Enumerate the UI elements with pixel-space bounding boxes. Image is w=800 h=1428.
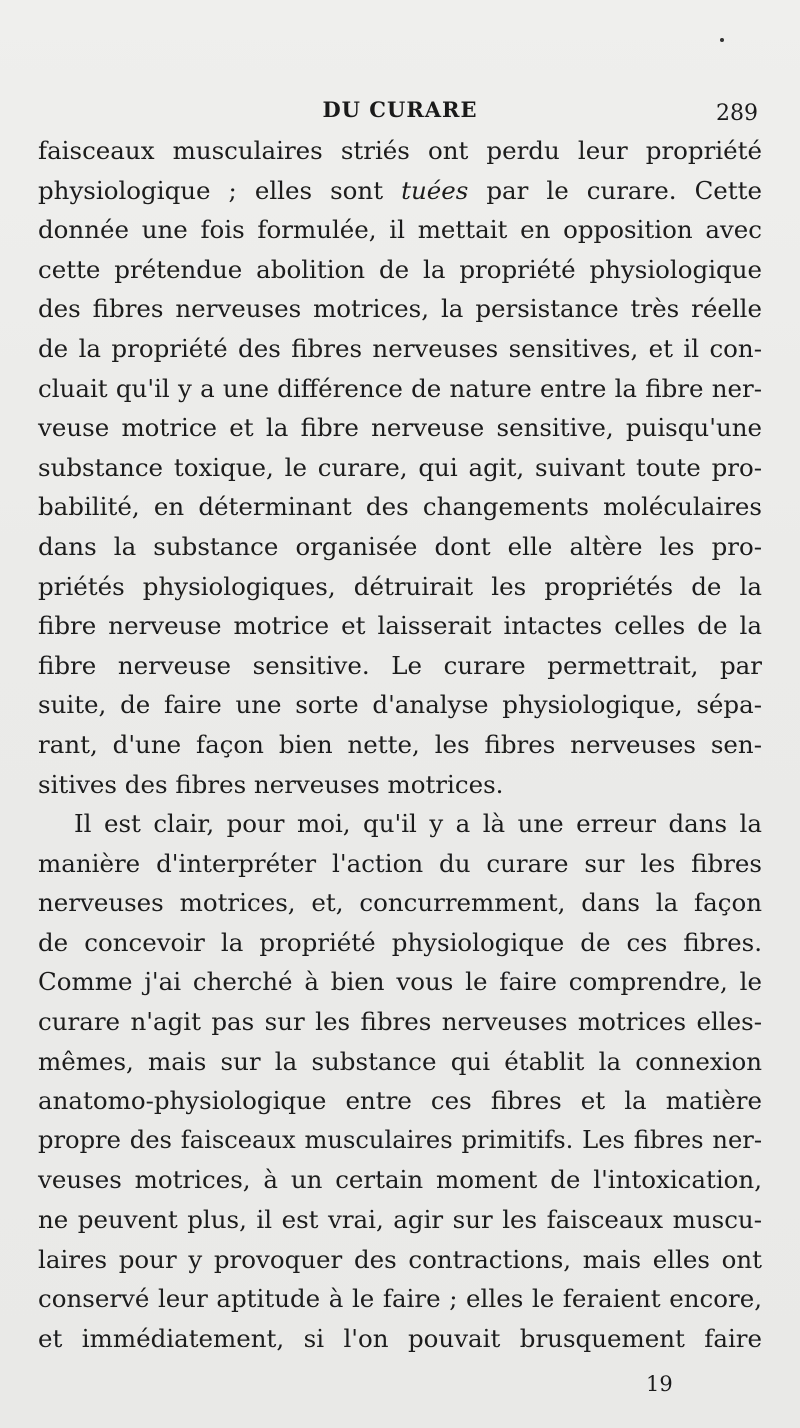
text-line: Comme j'ai cherché à bien vous le faire comprendre, le xyxy=(38,967,762,997)
emphasized-word: tuées xyxy=(401,175,469,205)
text-line: manière d'interpréter l'action du curare sur les fibres xyxy=(38,848,762,878)
text-line: rant, d'une façon bien nette, les fibres nerveuses sen- xyxy=(38,729,762,759)
running-header-title: DU CURARE xyxy=(322,97,478,122)
text-line: de la propriété des fibres nerveuses sensitives, et il con- xyxy=(38,333,762,363)
text-line: veuses motrices, à un certain moment de l'intoxication, xyxy=(38,1165,762,1195)
text-line: physiologique ; elles sont tuées par le curare. Cette xyxy=(38,175,762,205)
text-line: ne peuvent plus, il est vrai, agir sur les faisceaux muscu- xyxy=(38,1205,762,1235)
text-line: et immédiatement, si l'on pouvait brusquement faire xyxy=(38,1323,762,1353)
text-line: fibre nerveuse sensitive. Le curare permettrait, par xyxy=(38,650,762,680)
text-line: cluait qu'il y a une différence de nature entre la fibre ner- xyxy=(38,373,762,403)
text-line: fibre nerveuse motrice et laisserait intactes celles de la xyxy=(38,611,762,641)
text-line: anatomo-physiologique entre ces fibres et la matière xyxy=(38,1086,762,1116)
text-line: veuse motrice et la fibre nerveuse sensitive, puisqu'une xyxy=(38,413,762,443)
text-line: priétés physiologiques, détruirait les propriétés de la xyxy=(38,571,762,601)
text-line: conservé leur aptitude à le faire ; elles le feraient encore, xyxy=(38,1284,762,1314)
text-line: substance toxique, le curare, qui agit, suivant toute pro- xyxy=(38,452,762,482)
text-line: propre des faisceaux musculaires primitifs. Les fibres ner- xyxy=(38,1125,762,1154)
text-line: Il est clair, pour moi, qu'il y a là une erreur dans la xyxy=(74,809,762,839)
text-line: curare n'agit pas sur les fibres nerveuses motrices elles- xyxy=(38,1007,762,1037)
text-line: de concevoir la propriété physiologique de ces fibres. xyxy=(38,927,762,957)
text-line: donnée une fois formulée, il mettait en opposition avec xyxy=(38,215,762,245)
text-line: cette prétendue abolition de la propriété physiologique xyxy=(38,254,762,284)
text-line: sitives des fibres nerveuses motrices. xyxy=(38,769,504,799)
text-line: nerveuses motrices, et, concurremment, dans la façon xyxy=(38,888,762,918)
page-number: 289 xyxy=(716,101,758,126)
text-line: des fibres nerveuses motrices, la persistance très réelle xyxy=(38,294,762,324)
text-line: babilité, en déterminant des changements moléculaires xyxy=(38,492,762,522)
body-text xyxy=(38,131,762,1358)
signature-mark: 19 xyxy=(646,1372,673,1396)
ink-speck xyxy=(720,38,724,42)
text-line: faisceaux musculaires striés ont perdu leur propriété xyxy=(38,136,762,165)
text-line: laires pour y provoquer des contractions, mais elles ont xyxy=(38,1244,762,1274)
text-line: mêmes, mais sur la substance qui établit la connexion xyxy=(38,1046,762,1076)
text-line: suite, de faire une sorte d'analyse physiologique, sépa- xyxy=(38,690,762,720)
text-line: dans la substance organisée dont elle altère les pro- xyxy=(38,531,762,561)
